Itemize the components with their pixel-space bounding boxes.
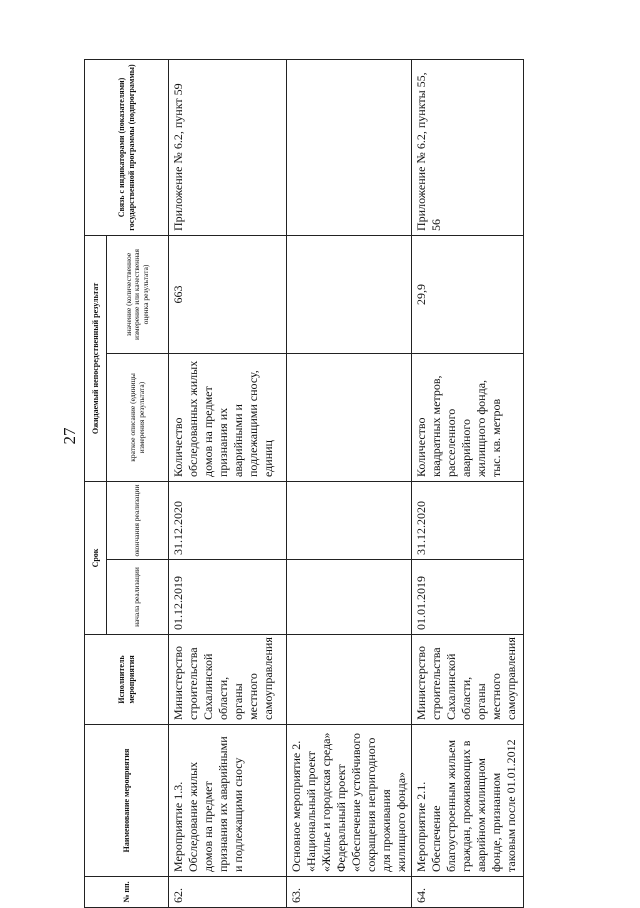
table-row — [412, 60, 524, 908]
rotated-table-container — [84, 60, 518, 908]
row-num: 63. — [287, 877, 412, 908]
header-result-desc: краткое описание (единицы измерения результата) — [107, 354, 169, 482]
row-start — [287, 560, 412, 635]
row-link — [287, 60, 412, 236]
header-term-end: окончания реализации — [107, 482, 169, 560]
row-name: Мероприятие 2.1. Обеспечение благоустроенным жильем граждан, проживающих в аварийном жилищном фонде, признанном таковым после 01.01.2012 — [412, 725, 524, 877]
table-row — [169, 60, 287, 908]
row-link: Приложение № 6.2, пункт 59 — [169, 60, 287, 236]
row-executor — [287, 635, 412, 725]
row-executor: Министерство строительства Сахалинской области, органы местного самоуправления — [169, 635, 287, 725]
row-name: Мероприятие 1.3. Обследование жилых домов на предмет признания их аварийными и подлежащими сносу — [169, 725, 287, 877]
row-value — [287, 236, 412, 354]
header-executor: Исполнитель мероприятия — [85, 635, 169, 725]
header-link: Связь с индикаторами (показателями) государственной программы (подпрограммы) — [85, 60, 169, 236]
row-num: 62. — [169, 877, 287, 908]
row-executor: Министерство строительства Сахалинской области, органы местного самоуправления — [412, 635, 524, 725]
header-name: Наименование мероприятия — [85, 725, 169, 877]
row-start: 01.01.2019 — [412, 560, 524, 635]
row-end — [287, 482, 412, 560]
header-term: Срок — [85, 482, 107, 635]
header-result-value: значение (количественное измерение или качественная оценка результата) — [107, 236, 169, 354]
row-desc: Количество обследованных жилых домов на предмет признания их аварийными и подлежащими сносу, единиц — [169, 354, 287, 482]
header-term-start: начала реализации — [107, 560, 169, 635]
row-value: 29,9 — [412, 236, 524, 354]
header-result: Ожидаемый непосредственный результат — [85, 236, 107, 482]
table-row — [287, 60, 412, 908]
row-name: Основное мероприятие 2. «Национальный проект «Жилье и городская среда» Федеральный проект «Обеспечение устойчивого сокращения непригодного для проживания жилищного фонда» — [287, 725, 412, 877]
row-desc — [287, 354, 412, 482]
row-start: 01.12.2019 — [169, 560, 287, 635]
row-end: 31.12.2020 — [169, 482, 287, 560]
row-num: 64. — [412, 877, 524, 908]
activities-table — [84, 59, 524, 908]
row-end: 31.12.2020 — [412, 482, 524, 560]
row-link: Приложение № 6.2, пункты 55, 56 — [412, 60, 524, 236]
row-value: 663 — [169, 236, 287, 354]
row-desc: Количество квадратных метров, расселенного аварийного жилищного фонда, тыс. кв. метров — [412, 354, 524, 482]
page-number: 27 — [60, 427, 79, 445]
header-num: № пп. — [85, 877, 169, 908]
